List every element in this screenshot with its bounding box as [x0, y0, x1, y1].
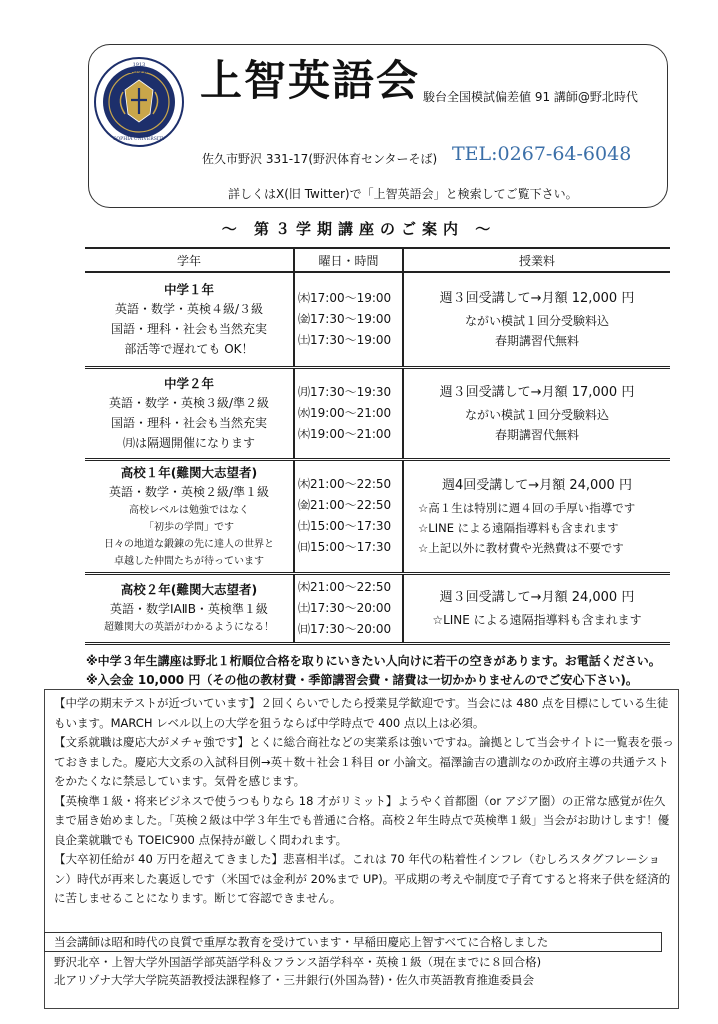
grade-name: 高校２年(難関大志望者)	[120, 582, 258, 597]
search-note: 詳しくはX(旧 Twitter)で「上智英語会」と検索してご覧下さい。	[228, 187, 578, 201]
header-grade: 学年	[85, 248, 294, 272]
fee-detail: ☆高１生は特別に週４回の手厚い指導です	[418, 501, 636, 515]
grade-name: 中学１年	[163, 281, 214, 297]
grade-description-small: 「初歩の学問」です	[144, 521, 234, 533]
article-paragraph: 【英検準１級・将来ビジネスで使うつもりなら 18 才がリミット】ようやく首都圏（or アジア圏）の正常な感覚が佐久まで届き始めました。「英検２級は中学３年生でも普通に合格。高校２年生時点で英検準１級」当会がお助けします！優良企業就職でも TOEIC900 点保持が厳しく問われます。	[54, 793, 670, 847]
note-jh3: ※中学３年生講座は野北１桁順位合格を取りにいきたい人向けに若干の空きがあります。お電話ください。	[86, 654, 661, 668]
seal-text-top: ΣΟΦΙΑ	[127, 67, 151, 75]
course-grade-cell	[85, 573, 294, 643]
schedule-time: ㈯17:30～20:00	[298, 600, 392, 615]
address: 佐久市野沢 331-17(野沢体育センターそば)	[202, 152, 438, 166]
article	[54, 694, 674, 909]
monthly-fee: 週３回受講して→月額 24,000 円	[439, 590, 635, 605]
grade-description: 英語・数学ⅠAⅡB・英検準１級	[110, 602, 268, 616]
tagline: 駿台全国模試偏差値 91 講師@野北時代	[423, 90, 638, 104]
schedule-time: ㈯15:00～17:30	[298, 519, 392, 533]
schedule-time: ㈮21:00～22:50	[298, 498, 392, 512]
course-schedule-cell	[294, 573, 403, 643]
fee-detail: ながい模試１回分受験料込	[464, 314, 609, 329]
course-row	[85, 272, 670, 367]
fee-detail: 春期講習代無料	[494, 334, 579, 349]
grade-name: 高校１年(難関大志望者)	[120, 464, 258, 480]
fee-detail: ながい模試１回分受験料込	[464, 408, 609, 422]
schedule-time: ㈯17:30～19:00	[298, 332, 392, 347]
course-fee-cell	[403, 367, 670, 459]
schedule-time: ㈬19:00～21:00	[298, 405, 392, 420]
course-row	[85, 459, 670, 573]
course-row	[85, 573, 670, 643]
note-entrance-fee: ※入会金 10,000 円（その他の教材費・季節講習会費・諸費は一切かかりませんのでご安心下さい)。	[86, 673, 638, 687]
grade-description-small: 日々の地道な鍛錬の先に達人の世界と	[104, 538, 274, 550]
course-fee-cell	[403, 272, 670, 367]
course-grade-cell	[85, 272, 294, 367]
monthly-fee: 週３回受講して→月額 17,000 円	[439, 385, 635, 400]
schedule-time: ㈭17:00～19:00	[298, 290, 392, 305]
grade-description: 英語・数学・英検３級/準２級	[108, 395, 270, 410]
grade-description: 国語・理科・社会も当然充実	[110, 321, 267, 336]
course-grade-cell	[85, 459, 294, 573]
grade-description: 英語・数学・英検２級/準１級	[108, 484, 270, 499]
schedule-time: ㈮17:30～19:00	[298, 311, 392, 326]
grade-description-small: 卓越した仲間たちが待っています	[114, 555, 264, 567]
article-paragraph: 【中学の期末テストが近づいています】２回くらいでしたら授業見学歓迎です。当会には 480 点を目標にしている生徒もいます。MARCH レベル以上の大学を狙うならば中学時点で 400 点以上は必須。	[54, 696, 669, 730]
career-line: 野沢北卒・上智大学外国語学部英語学科＆フランス語学科卒・英検１級（現在までに８回合格)	[54, 955, 542, 969]
grade-description: ㈪は隔週開催になります	[122, 435, 255, 450]
sophia-university-seal-icon	[93, 56, 185, 148]
grade-description-small: 超難関大の英語がわかるようになる！	[104, 622, 274, 633]
course-fee-cell	[403, 459, 670, 573]
course-row	[85, 367, 670, 459]
schedule-time: ㈭21:00～22:50	[298, 579, 392, 594]
grade-description: 部活等で遅れても OK！	[124, 341, 254, 356]
grade-name: 中学２年	[163, 375, 214, 391]
course-schedule-cell	[294, 367, 403, 459]
schedule-time: ㈪17:30～19:30	[298, 384, 392, 399]
course-fee-cell	[403, 573, 670, 643]
article-paragraph: 【文系就職は慶応大がメチャ強です】とくに総合商社などの実業系は強いですね。論拠として当会サイトに一覧表を張っておきました。慶応大文系の入試科目例→英＋数＋社会１科目 or 小論文。福澤諭吉の遺訓なのか政府主導の共通テストをかたくなに禁忌しています。気骨を感じます。	[54, 735, 674, 788]
fee-detail: ☆LINE による遠隔指導料も含まれます	[418, 521, 619, 535]
fee-detail: ☆上記以外に教材費や光熱費は不要です	[418, 541, 624, 555]
schedule-time: ㈭21:00～22:50	[298, 477, 392, 491]
fee-detail: 春期講習代無料	[494, 428, 579, 442]
course-schedule-cell	[294, 272, 403, 367]
course-grade-cell	[85, 367, 294, 459]
grade-description: 英語・数学・英検４級/３級	[114, 301, 264, 316]
seal-text-bottom: SOPHIA UNIVERSITY	[113, 137, 165, 142]
instructor-career	[54, 953, 541, 989]
section-title: ～ 第３学期講座のご案内 ～	[221, 220, 497, 238]
monthly-fee: 週３回受講して→月額 12,000 円	[439, 291, 635, 307]
header-fee: 授業料	[403, 248, 670, 272]
career-line: 北アリゾナ大学大学院英語教授法課程修了・三井銀行(外国為替)・佐久市英語教育推進委員会	[54, 973, 535, 987]
schedule-time: ㈰15:00～17:30	[298, 540, 392, 554]
article-paragraph: 【大卒初任給が 40 万円を超えてきました】悲喜相半ば。これは 70 年代の粘着性インフレ（むしろスタグフレーション）時代が再来した裏返しです（米国では金利が 20%まで UP)。平成期の考えや制度で子育てすると将来子供を経済的に苦しませることになります。断じて容認できません。	[54, 852, 671, 905]
credit-box: 当会講師は昭和時代の良質で重厚な教育を受けています・早稲田慶応上智すべてに合格しました	[44, 932, 662, 952]
fee-detail: ☆LINE による遠隔指導料も含まれます	[432, 613, 642, 627]
school-name: 上智英語会	[200, 56, 421, 105]
course-schedule-cell	[294, 459, 403, 573]
seal-year: 1913	[132, 62, 146, 68]
grade-description-small: 高校レベルは勉強ではなく	[129, 504, 249, 516]
schedule-time: ㈰17:30～20:00	[298, 621, 392, 636]
header-schedule: 曜日・時間	[294, 248, 403, 272]
grade-description: 国語・理科・社会も当然充実	[110, 415, 267, 430]
phone-number[interactable]: TEL:0267-64-6048	[452, 143, 632, 165]
monthly-fee: 週4回受講して→月額 24,000 円	[442, 478, 632, 493]
schedule-time: ㈭19:00～21:00	[298, 426, 392, 441]
course-table	[85, 247, 670, 645]
